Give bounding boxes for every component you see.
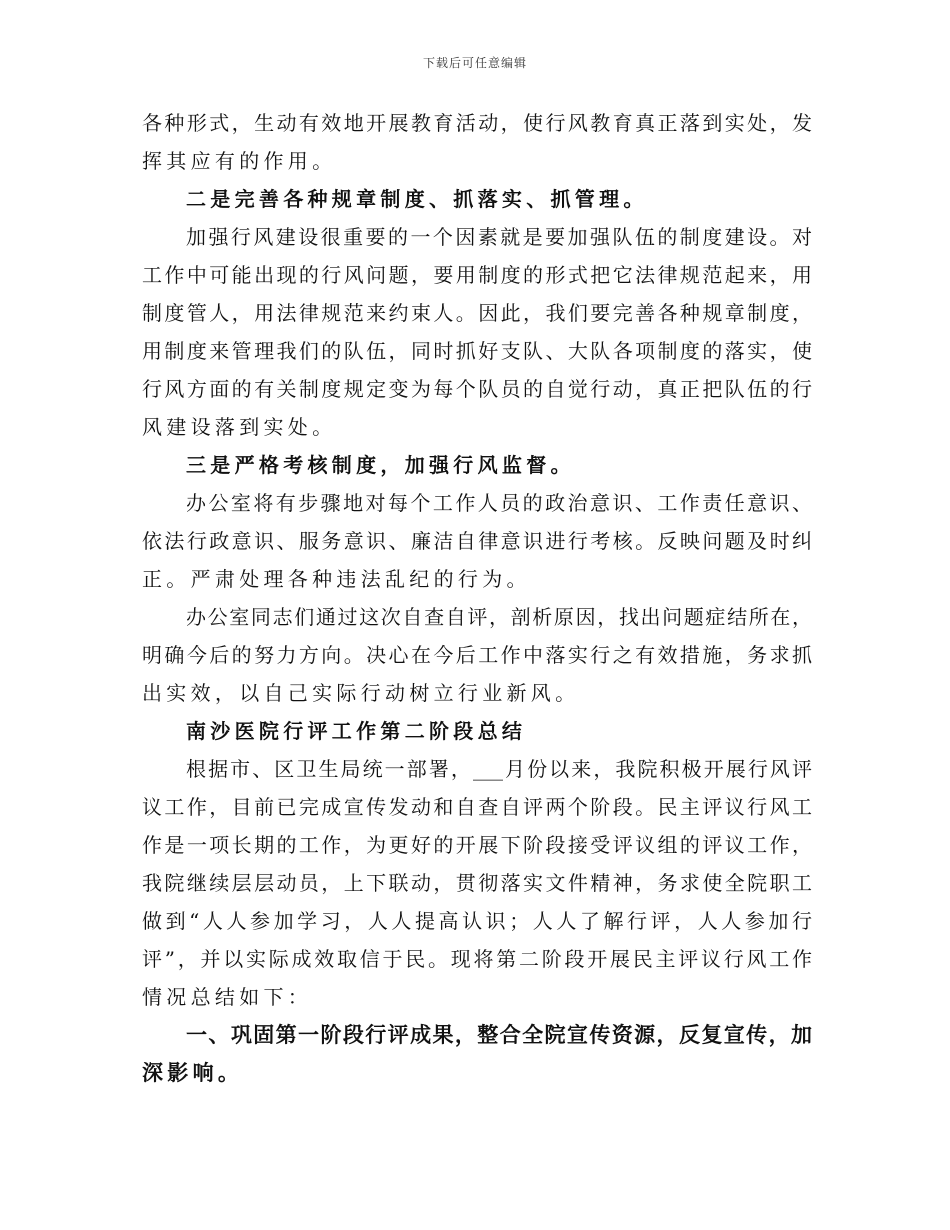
page-header-note: 下载后可任意编辑 [422, 56, 527, 70]
section-heading: 三是严格考核制度，加强行风监督。 [186, 453, 575, 477]
body-line: 根据市、区卫生局统一部署，___月份以来，我院积极开展行风评 [186, 757, 812, 781]
body-line: 风建设落到实处。 [142, 415, 337, 439]
body-line: 挥其应有的作用。 [142, 149, 337, 173]
body-line: 办公室同志们通过这次自查自评，剖析原因，找出问题症结所在， [186, 605, 812, 629]
body-line: 行风方面的有关制度规定变为每个队员的自觉行动，真正把队伍的行 [142, 377, 812, 401]
body-line: 议工作，目前已完成宣传发动和自查自评两个阶段。民主评议行风工 [142, 795, 812, 819]
body-line: 工作中可能出现的行风问题，要用制度的形式把它法律规范起来，用 [142, 263, 812, 287]
body-line: 依法行政意识、服务意识、廉洁自律意识进行考核。反映问题及时纠 [142, 529, 812, 553]
section-heading: 二是完善各种规章制度、抓落实、抓管理。 [186, 187, 648, 211]
body-line: 我院继续层层动员，上下联动，贯彻落实文件精神，务求使全院职工 [142, 871, 812, 895]
body-line: 评”，并以实际成效取信于民。现将第二阶段开展民主评议行风工作 [142, 947, 812, 971]
body-line: 正。严肃处理各种违法乱纪的行为。 [142, 567, 531, 591]
body-line: 明确今后的努力方向。决心在今后工作中落实行之有效措施，务求抓 [142, 643, 812, 667]
body-line: 做到“人人参加学习，人人提高认识；人人了解行评，人人参加行 [142, 909, 812, 933]
body-line: 作是一项长期的工作，为更好的开展下阶段接受评议组的评议工作， [142, 833, 812, 857]
body-line: 制度管人，用法律规范来约束人。因此，我们要完善各种规章制度， [142, 301, 812, 325]
body-line: 各种形式，生动有效地开展教育活动，使行风教育真正落到实处，发 [142, 111, 812, 135]
body-line: 情况总结如下： [142, 985, 313, 1009]
section-heading: 一、巩固第一阶段行评成果，整合全院宣传资源，反复宣传，加 [186, 1022, 812, 1047]
body-line: 用制度来管理我们的队伍，同时抓好支队、大队各项制度的落实，使 [142, 339, 812, 363]
body-line: 出实效，以自己实际行动树立行业新风。 [142, 681, 580, 705]
document-title: 南沙医院行评工作第二阶段总结 [186, 719, 527, 743]
document-body [142, 104, 812, 1092]
body-line: 办公室将有步骤地对每个工作人员的政治意识、工作责任意识、 [186, 491, 812, 515]
section-heading: 深影响。 [142, 1060, 244, 1085]
body-line: 加强行风建设很重要的一个因素就是要加强队伍的制度建设。对 [186, 225, 812, 249]
